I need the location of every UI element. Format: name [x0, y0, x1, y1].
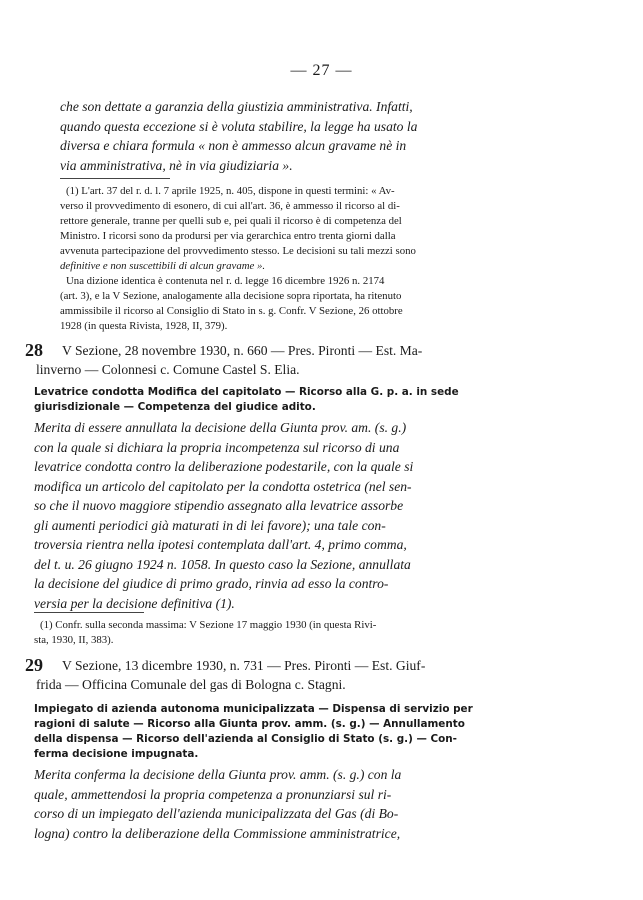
footnote-line: (1) L'art. 37 del r. d. l. 7 aprile 1925, n. 405, dispone in questi termini: « Av-: [66, 185, 395, 197]
footnote-line: 1928 (in questa Rivista, 1928, II, 379).: [60, 320, 228, 332]
footnote-line: (1) Confr. sulla seconda massima: V Sezione 17 maggio 1930 (in questa Rivi-: [40, 619, 377, 631]
text-line: quando questa eccezione si è voluta stabilire, la legge ha usato la: [60, 118, 418, 134]
text-line: Merita di essere annullata la decisione della Giunta prov. am. (s. g.): [34, 420, 407, 435]
case-number: 29: [25, 655, 43, 675]
top-paragraph: [60, 97, 590, 175]
page-number: — 27 —: [290, 62, 353, 79]
text-line: levatrice condotta contro la deliberazione podestarile, con la quale si: [34, 459, 414, 474]
footnote-line: sta, 1930, II, 383).: [34, 634, 114, 646]
keyword-line: Levatrice condotta Modifica del capitolato — Ricorso alla G. p. a. in sede: [34, 386, 459, 398]
case-footnote: [34, 618, 594, 648]
case-header-line: V Sezione, 28 novembre 1930, n. 660 — Pres. Pironti — Est. Ma-: [62, 343, 423, 358]
keyword-line: ragioni di salute — Ricorso alla Giunta prov. amm. (s. g.) — Annullamento: [34, 718, 465, 730]
text-line: che son dettate a garanzia della giustizia amministrativa. Infatti,: [60, 99, 413, 114]
footnote-divider: [34, 612, 144, 613]
footnote-line: definitive e non suscettibili di alcun gravame ».: [60, 260, 266, 272]
footnote-line: ammissibile il ricorso al Consiglio di Stato in s. g. Confr. V Sezione, 26 ottobre: [60, 305, 403, 317]
footnote-line: Una dizione identica è contenuta nel r. d. legge 16 dicembre 1926 n. 2174: [66, 275, 385, 287]
case-header-line: linverno — Colonnesi c. Comune Castel S. Elia.: [36, 362, 300, 377]
text-line: gli aumenti periodici già maturati in di lei favore); una tale con-: [34, 517, 386, 533]
footnote-line: avvenuta partecipazione del provvedimento stesso. Le decisioni su tali mezzi sono: [60, 245, 416, 257]
text-line: del t. u. 26 giugno 1924 n. 1058. In questo caso la Sezione, annullata: [34, 556, 411, 572]
footnote-line: rettore generale, tranne per quelli sub e, pei quali il ricorso è di competenza del: [60, 215, 402, 227]
text-line: la decisione del giudice di primo grado, rinvia ad esso la contro-: [34, 576, 389, 591]
footnote-line: Ministro. I ricorsi sono da prodursi per via gerarchica entro trenta giorni dalla: [60, 230, 396, 242]
keyword-line: giurisdizionale — Competenza del giudice adito.: [34, 401, 316, 413]
footnote-1: [60, 184, 590, 334]
text-line: logna) contro la deliberazione della Commissione amministratrice,: [34, 825, 401, 841]
footnote-divider: [60, 178, 170, 179]
text-line: versia per la decisione definitiva (1).: [34, 595, 235, 611]
keyword-line: della dispensa — Ricorso dell'azienda al Consiglio di Stato (s. g.) — Con-: [34, 733, 457, 745]
text-line: via amministrativa, nè in via giudiziaria ».: [60, 157, 293, 173]
text-line: troversia rientra nella ipotesi contemplata dall'art. 4, primo comma,: [34, 537, 407, 552]
case-header-line: V Sezione, 13 dicembre 1930, n. 731 — Pres. Pironti — Est. Giuf-: [62, 658, 426, 673]
text-line: quale, ammettendosi la propria competenza a pronunziarsi sul ri-: [34, 786, 392, 802]
case-number: 28: [25, 340, 43, 360]
case-header-line: frida — Officina Comunale del gas di Bologna c. Stagni.: [36, 677, 346, 692]
case-keywords: [34, 385, 594, 415]
footnote-line: verso il provvedimento di esonero, di cui all'art. 36, è ammesso il ricorso al di-: [60, 200, 400, 212]
text-line: modifica un articolo del capitolato per la condotta ostetrica (nel sen-: [34, 478, 412, 494]
case-summary: [34, 418, 594, 613]
text-line: con la quale si dichiara la propria incompetenza sul ricorso di una: [34, 439, 400, 455]
text-line: diversa e chiara formula « non è ammesso alcun gravame nè in: [60, 138, 407, 153]
keyword-line: ferma decisione impugnata.: [34, 748, 199, 760]
case-keywords: [34, 702, 594, 762]
text-line: corso di un impiegato dell'azienda municipalizzata del Gas (di Bo-: [34, 806, 399, 821]
case-summary: [34, 765, 594, 843]
keyword-line: Impiegato di azienda autonoma municipalizzata — Dispensa di servizio per: [34, 703, 473, 715]
footnote-line: (art. 3), e la V Sezione, analogamente alla decisione sopra riportata, ha ritenuto: [60, 290, 402, 302]
text-line: Merita conferma la decisione della Giunta prov. amm. (s. g.) con la: [34, 767, 402, 782]
text-line: so che il nuovo maggiore stipendio assegnato alla levatrice assorbe: [34, 498, 404, 513]
